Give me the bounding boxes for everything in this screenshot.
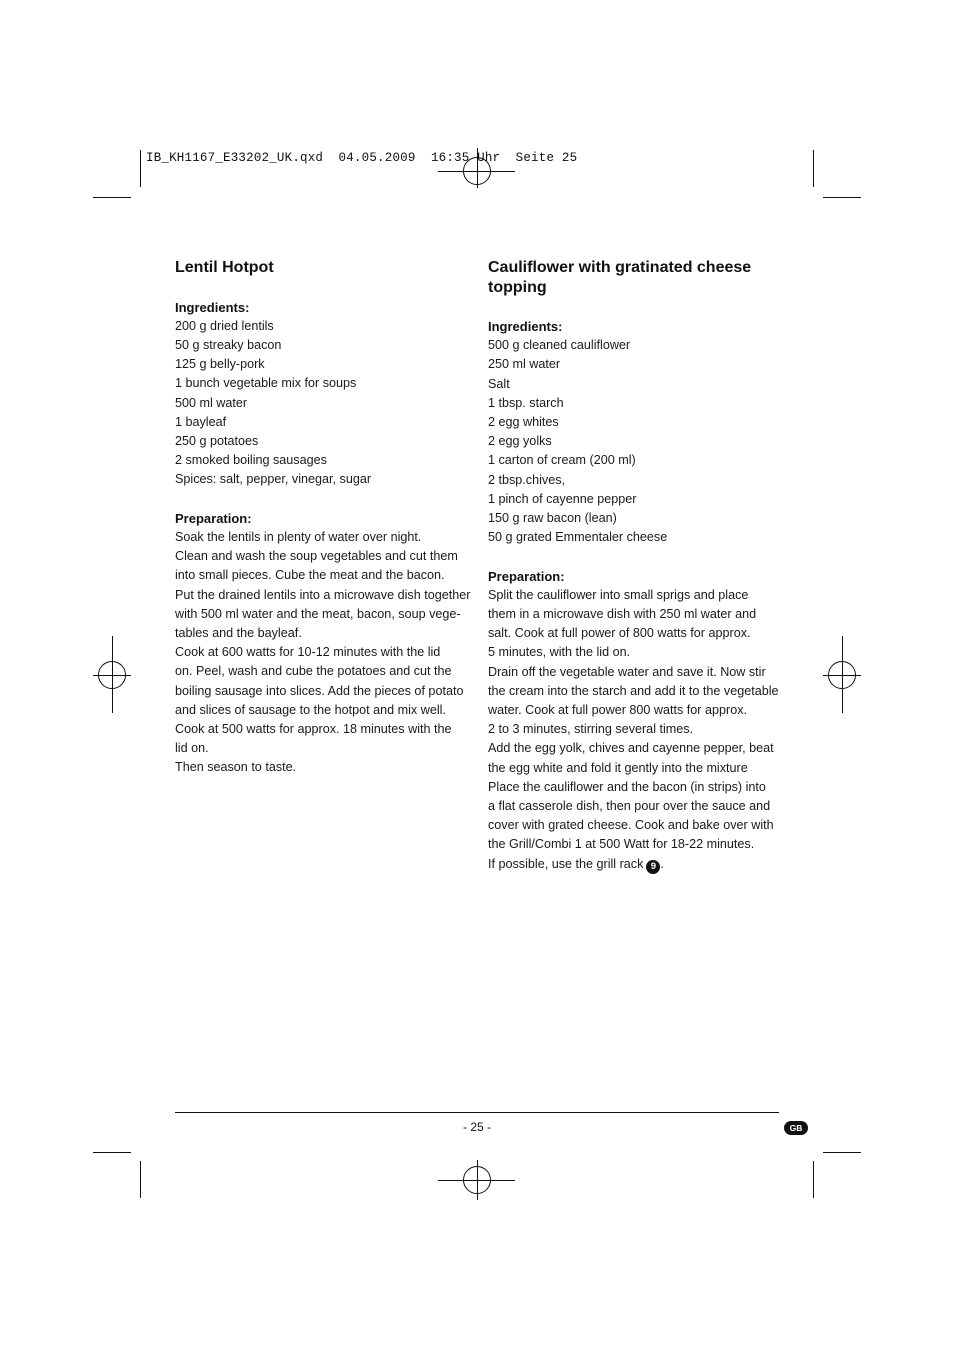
text-line: Clean and wash the soup vegetables and cut them — [175, 549, 458, 564]
text-line: 1 pinch of cayenne pepper — [488, 491, 637, 506]
text-line: them in a microwave dish with 250 ml water and — [488, 607, 757, 622]
text-line: Soak the lentils in plenty of water over night. — [175, 529, 422, 544]
text-line: with 500 ml water and the meat, bacon, soup vege- — [175, 606, 461, 621]
text-line: 50 g grated Emmentaler cheese — [488, 530, 668, 545]
preparation-heading: Preparation: — [175, 510, 252, 526]
crop-mark — [140, 1161, 141, 1198]
crop-mark — [140, 150, 141, 187]
text-line: the Grill/Combi 1 at 500 Watt for 18-22 minutes. — [488, 837, 755, 852]
crop-mark — [823, 197, 861, 198]
text-line: on. Peel, wash and cube the potatoes and cut the — [175, 664, 452, 679]
recipe-title: Cauliflower with gratinated cheese topping — [488, 259, 752, 296]
text-line: 2 tbsp.chives, — [488, 472, 566, 487]
recipe-title: Lentil Hotpot — [175, 259, 274, 276]
text-line: 150 g raw bacon (lean) — [488, 511, 617, 526]
recipe-cauliflower — [488, 258, 788, 874]
text-line: Split the cauliflower into small sprigs and place — [488, 587, 749, 602]
text-line: 500 ml water — [175, 395, 248, 410]
text-line: 1 bunch vegetable mix for soups — [175, 376, 357, 391]
preparation-text — [488, 586, 788, 855]
crop-mark — [813, 150, 814, 187]
text-line: cover with grated cheese. Cook and bake over with — [488, 818, 774, 833]
text-line: 2 smoked boiling sausages — [175, 453, 327, 468]
text-line: Add the egg yolk, chives and cayenne pepper, beat — [488, 741, 774, 756]
text-line: tables and the bayleaf. — [175, 625, 302, 640]
text-line: the cream into the starch and add it to the vegetable — [488, 683, 779, 698]
text-line: 250 g potatoes — [175, 433, 259, 448]
text-line: Cook at 600 watts for 10-12 minutes with the lid — [175, 645, 441, 660]
text-line: water. Cook at full power 800 watts for approx. — [488, 703, 748, 718]
text-line: 1 carton of cream (200 ml) — [488, 453, 636, 468]
footer-rule — [175, 1112, 779, 1113]
ingredients-list — [488, 336, 788, 547]
text-line: Place the cauliflower and the bacon (in strips) into — [488, 779, 766, 794]
language-badge: GB — [784, 1121, 808, 1135]
text-line: Spices: salt, pepper, vinegar, sugar — [175, 472, 372, 487]
ingredients-list — [175, 317, 475, 490]
text-line: 5 minutes, with the lid on. — [488, 645, 631, 660]
crop-mark — [93, 197, 131, 198]
text-line: 50 g streaky bacon — [175, 337, 282, 352]
text-line: Put the drained lentils into a microwave dish together — [175, 587, 471, 602]
page-number: - 25 - — [462, 1120, 491, 1134]
text-line: 1 tbsp. starch — [488, 395, 564, 410]
text-line: Cook at 500 watts for approx. 18 minutes with the — [175, 721, 452, 736]
text-line: a flat casserole dish, then pour over the sauce and — [488, 799, 771, 814]
preparation-text — [175, 528, 475, 778]
ingredients-heading: Ingredients: — [175, 299, 250, 315]
text-line: and slices of sausage to the hotpot and mix well. — [175, 702, 446, 717]
text-line: lid on. — [175, 741, 209, 756]
crop-mark — [813, 1161, 814, 1198]
file-slug: IB_KH1167_E33202_UK.qxd 04.05.2009 16:35 Uhr Seite 25 — [146, 151, 578, 165]
text-line: 200 g dried lentils — [175, 318, 274, 333]
text-line: 1 bayleaf — [175, 414, 227, 429]
text-line: salt. Cook at full power of 800 watts for approx. — [488, 626, 751, 641]
text-line: into small pieces. Cube the meat and the bacon. — [175, 568, 445, 583]
text-line: 2 to 3 minutes, stirring several times. — [488, 722, 694, 737]
text-line: the egg white and fold it gently into the mixture — [488, 760, 748, 775]
grill-rack-number-badge: 9 — [646, 860, 660, 874]
text-line: 250 ml water — [488, 357, 561, 372]
preparation-last-line: If possible, use the grill rack 9 . — [488, 856, 664, 872]
recipe-lentil-hotpot — [175, 258, 475, 778]
text-line: boiling sausage into slices. Add the pieces of potato — [175, 683, 464, 698]
preparation-heading: Preparation: — [488, 568, 565, 584]
text-line: 2 egg whites — [488, 415, 559, 430]
text-line: 500 g cleaned cauliflower — [488, 338, 631, 353]
text-line: 2 egg yolks — [488, 434, 552, 449]
text-line: 125 g belly-pork — [175, 357, 265, 372]
crop-mark — [823, 1152, 861, 1153]
text-line: Then season to taste. — [175, 760, 297, 775]
text-line: Drain off the vegetable water and save it. Now stir — [488, 664, 766, 679]
ingredients-heading: Ingredients: — [488, 319, 563, 334]
crop-mark — [93, 1152, 131, 1153]
text-line: Salt — [488, 376, 510, 391]
